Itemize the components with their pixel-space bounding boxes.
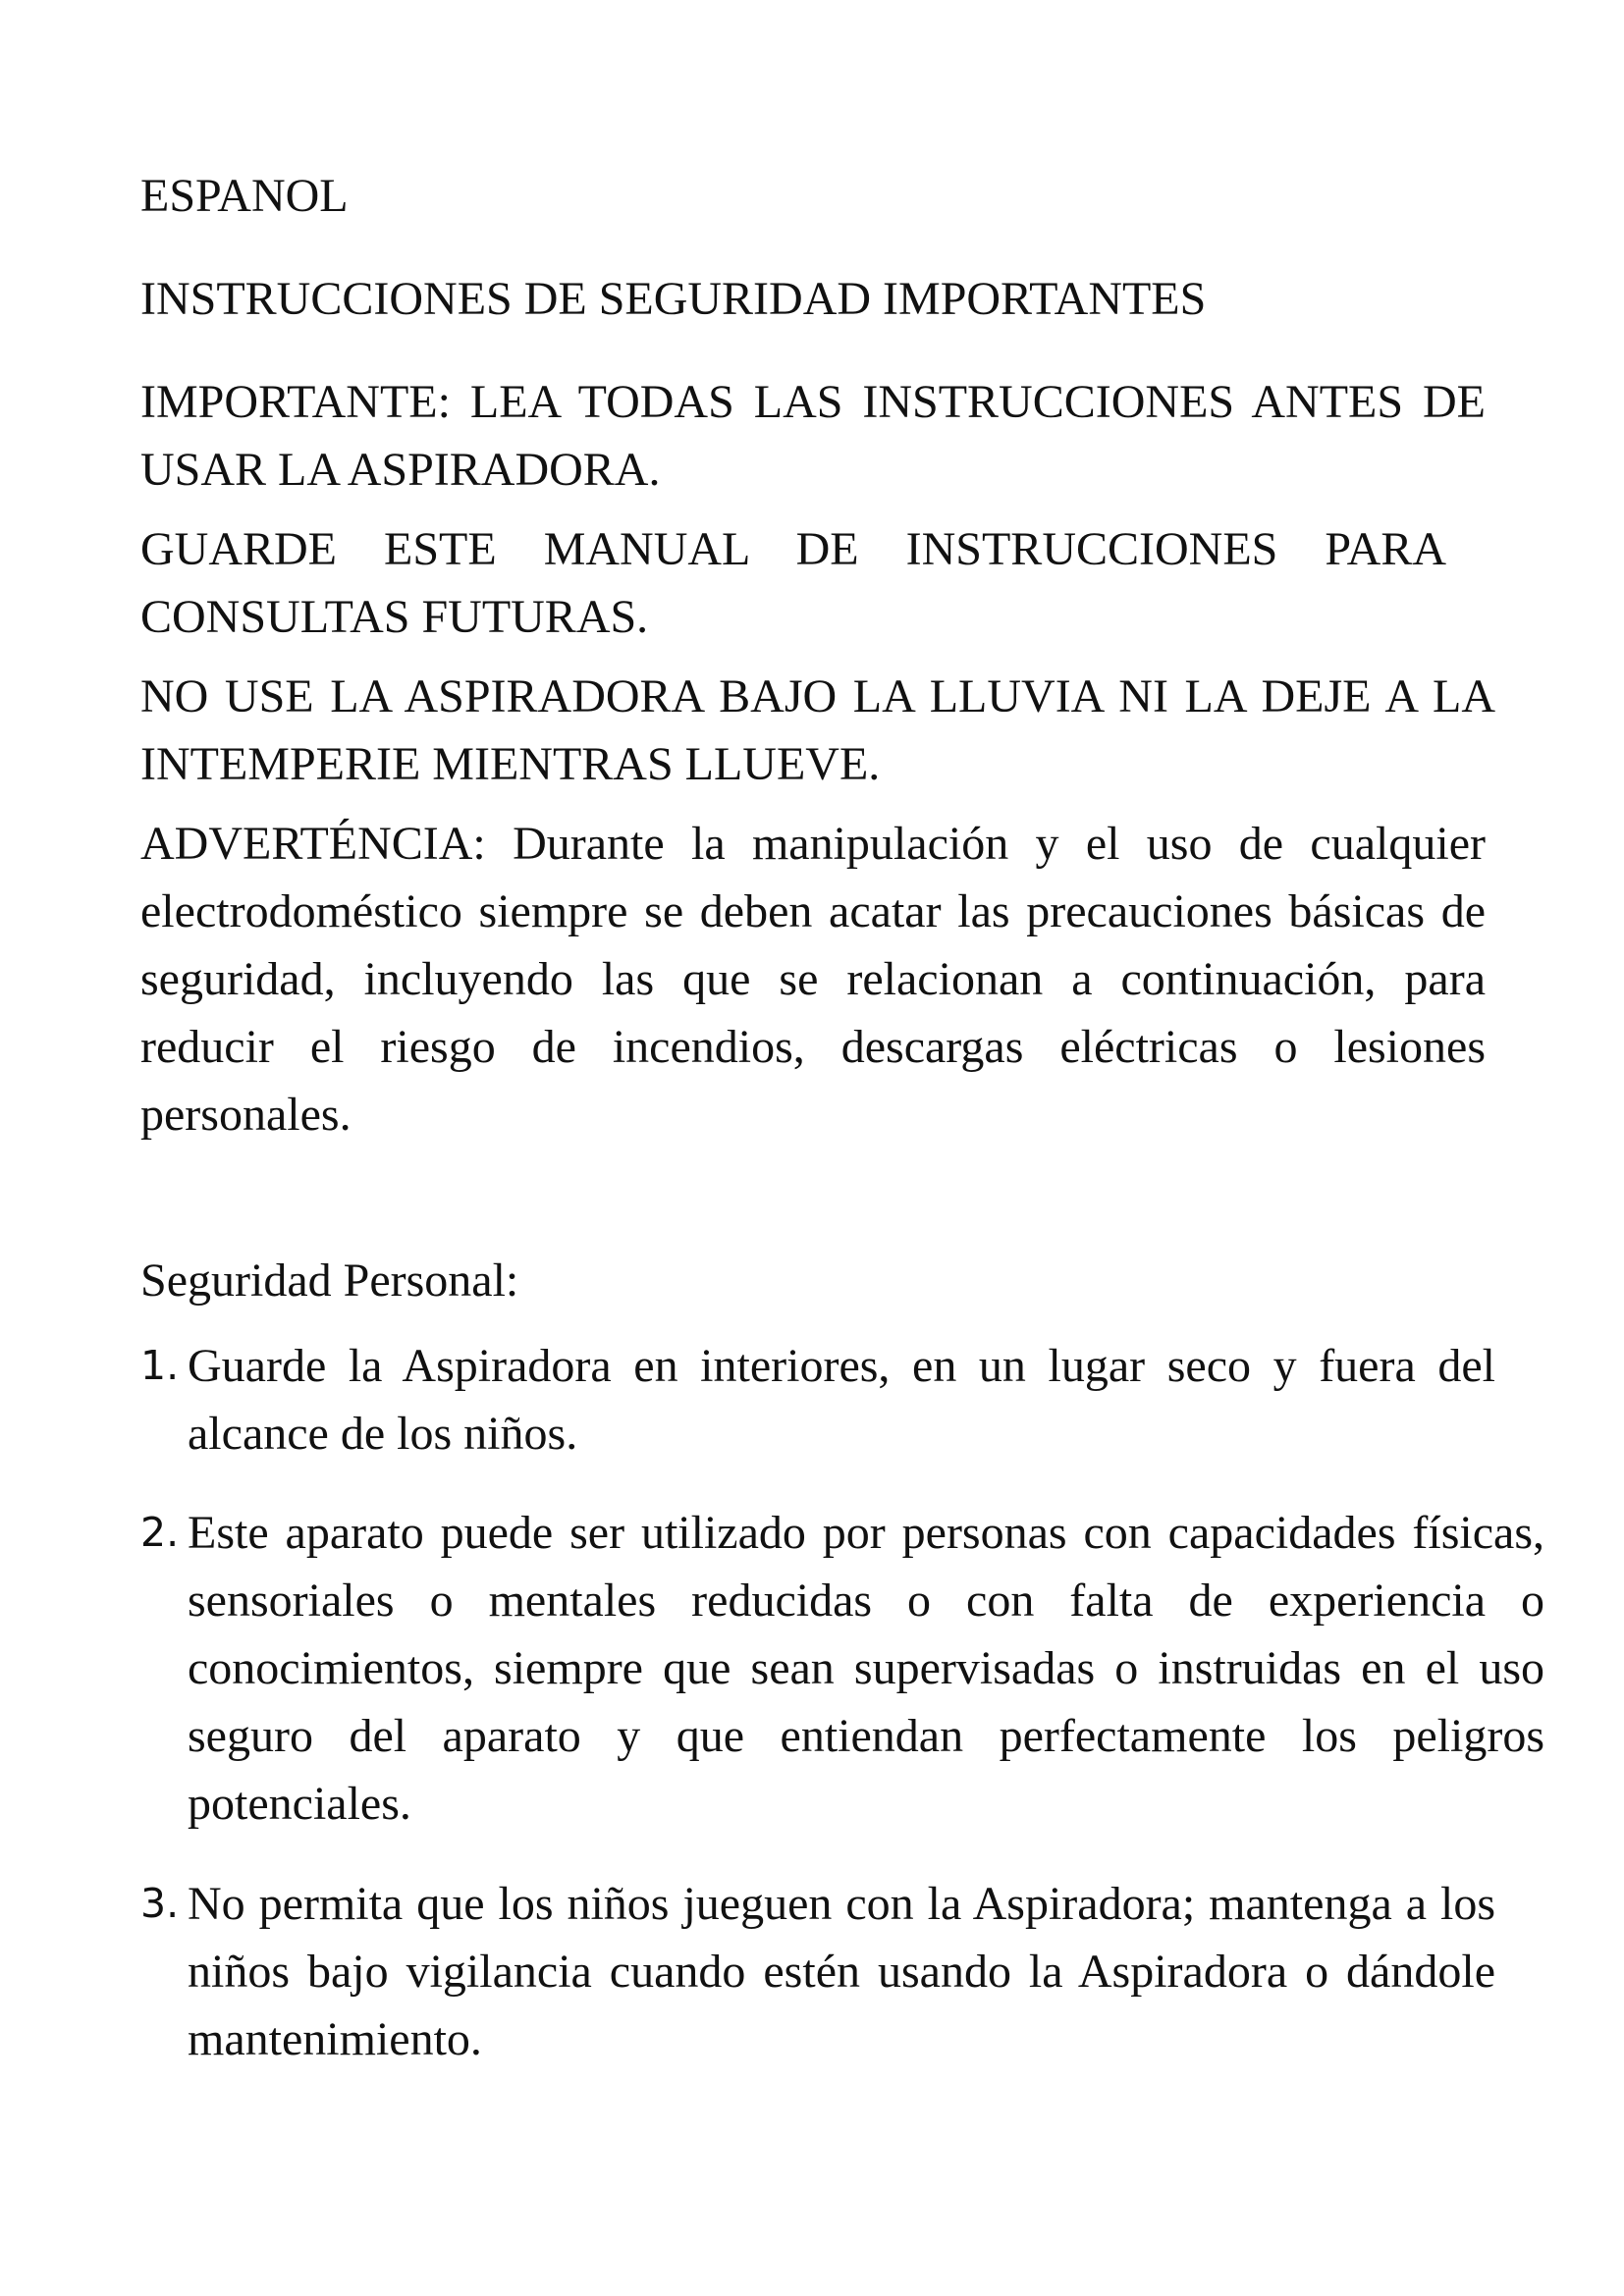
list-text: Este aparato puede ser utilizado por personas con capacidades físicas, sensoriales o mentales reducidas o con falta de experiencia o conocimientos, siempre que sean supervisadas o instruidas en el uso seguro del aparato y que entiendan perfectamente los peligros potenciales. xyxy=(188,1507,1544,1830)
list-number: 1. xyxy=(140,1342,180,1389)
list-text: No permita que los niños jueguen con la Aspiradora; mantenga a los niños bajo vigilancia cuando estén usando la Aspiradora o dándole mantenimiento. xyxy=(188,1878,1495,2065)
notice-read-all: IMPORTANTE: LEA TODAS LAS INSTRUCCIONES ANTES DE USAR LA ASPIRADORA. xyxy=(140,376,1486,496)
list-number: 3. xyxy=(140,1880,180,1927)
safety-title: INSTRUCCIONES DE SEGURIDAD IMPORTANTES xyxy=(140,273,1207,325)
list-text: Guarde la Aspiradora en interiores, en un lugar seco y fuera del alcance de los niños. xyxy=(188,1340,1495,1460)
section-heading: Seguridad Personal: xyxy=(140,1255,519,1307)
warning-paragraph: ADVERTÉNCIA: Durante la manipulación y el uso de cualquier electrodoméstico siempre se deben acatar las precauciones básicas de seguridad, incluyendo las que se relacionan a continuación, para reducir el riesgo de incendios, descargas eléctricas o lesiones personales. xyxy=(140,818,1486,1141)
notice-no-rain: NO USE LA ASPIRADORA BAJO LA LLUVIA NI LA DEJE A LA INTEMPERIE MIENTRAS LLUEVE. xyxy=(140,670,1495,790)
language-label: ESPANOL xyxy=(140,170,349,222)
notice-keep-manual: GUARDE ESTE MANUAL DE INSTRUCCIONES PARA CONSULTAS FUTURAS. xyxy=(140,523,1446,643)
list-number: 2. xyxy=(140,1509,180,1556)
